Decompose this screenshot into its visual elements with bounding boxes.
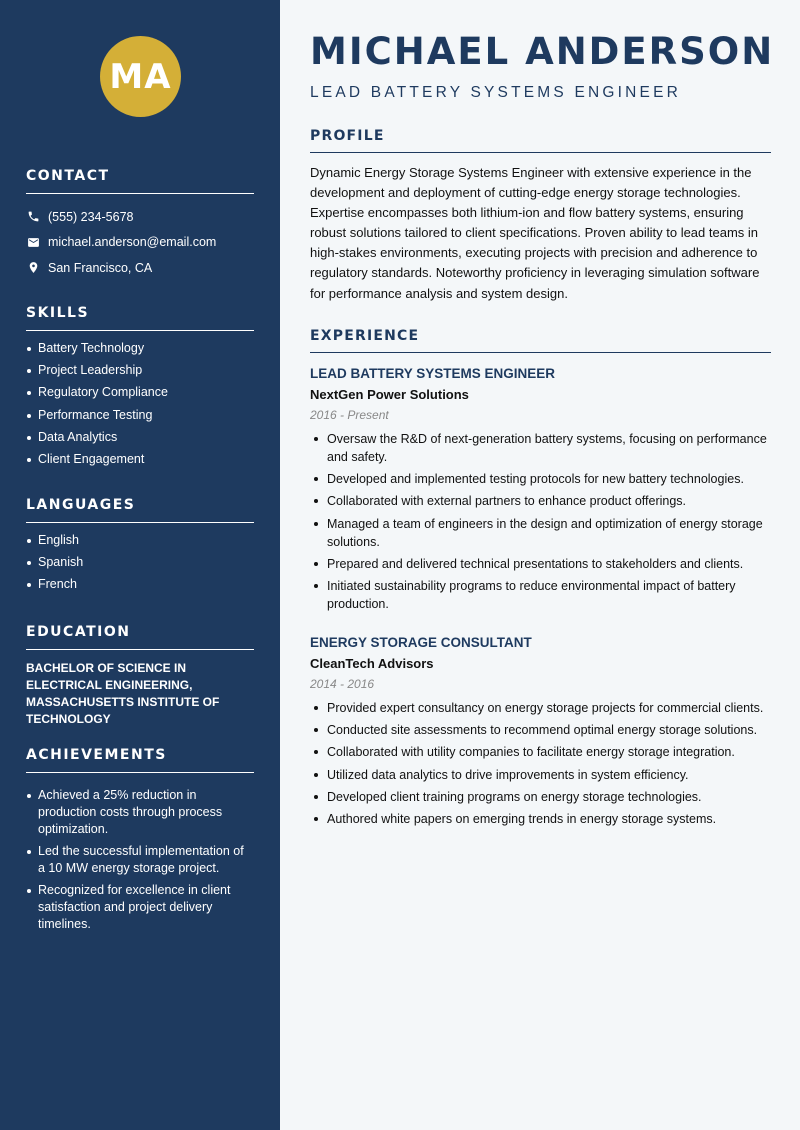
achievement-item: Achieved a 25% reduction in production costs through process optimization. bbox=[26, 787, 254, 838]
job-role: LEAD BATTERY SYSTEMS ENGINEER bbox=[310, 366, 556, 381]
profile-text: Dynamic Energy Storage Systems Engineer with extensive experience in the development and deployment of cutting-edge energy storage technologies. Expertise encompasses both lithium-ion and flow battery systems, ensuring robust solutions tailored to client specifications. Proven ability to lead teams in high-stakes environments, executing projects with precision and adherence to regulatory standards. Noteworthy proficiency in leveraging simulation software for performance analysis and system design. bbox=[310, 165, 760, 301]
candidate-title: LEAD BATTERY SYSTEMS ENGINEER bbox=[310, 84, 682, 101]
job-bullet: Oversaw the R&D of next-generation battery systems, focusing on performance and safety. bbox=[310, 430, 771, 466]
location-pin-icon bbox=[26, 261, 40, 275]
experience-heading: EXPERIENCE bbox=[310, 328, 771, 353]
job-role: ENERGY STORAGE CONSULTANT bbox=[310, 635, 532, 650]
experience-section bbox=[310, 328, 771, 353]
job-bullet: Collaborated with external partners to enhance product offerings. bbox=[310, 492, 771, 510]
job-bullet: Collaborated with utility companies to facilitate energy storage integration. bbox=[310, 743, 771, 761]
languages-heading: LANGUAGES bbox=[26, 497, 254, 523]
language-item: French bbox=[26, 576, 254, 593]
skill-item: Project Leadership bbox=[26, 362, 254, 379]
job-bullet: Developed and implemented testing protocols for new battery technologies. bbox=[310, 470, 771, 488]
sidebar bbox=[0, 0, 280, 1130]
language-item: English bbox=[26, 532, 254, 549]
languages-section bbox=[26, 497, 254, 599]
job-bullet: Conducted site assessments to recommend optimal energy storage solutions. bbox=[310, 721, 771, 739]
job-bullet: Initiated sustainability programs to reduce environmental impact of battery production. bbox=[310, 577, 771, 613]
skill-item: Performance Testing bbox=[26, 407, 254, 424]
email-icon bbox=[26, 235, 40, 249]
job-company: CleanTech Advisors bbox=[310, 656, 434, 671]
skill-item: Regulatory Compliance bbox=[26, 384, 254, 401]
skills-section bbox=[26, 305, 254, 473]
contact-email bbox=[26, 230, 254, 256]
contact-email-text: michael.anderson@email.com bbox=[48, 235, 217, 250]
job-bullet: Utilized data analytics to drive improvements in system efficiency. bbox=[310, 766, 771, 784]
achievements-heading: ACHIEVEMENTS bbox=[26, 747, 254, 773]
contact-location-text: San Francisco, CA bbox=[48, 260, 153, 275]
job-company: NextGen Power Solutions bbox=[310, 387, 469, 402]
skill-item: Battery Technology bbox=[26, 340, 254, 357]
profile-section bbox=[310, 128, 771, 304]
education-degree: BACHELOR OF SCIENCE IN ELECTRICAL ENGINEERING, MASSACHUSETTS INSTITUTE OF TECHNOLOGY bbox=[26, 661, 220, 726]
contact-phone-text: (555) 234-5678 bbox=[48, 209, 134, 224]
job-bullet: Provided expert consultancy on energy storage projects for commercial clients. bbox=[310, 699, 771, 717]
job-bullet: Managed a team of engineers in the design and optimization of energy storage solutions. bbox=[310, 515, 771, 551]
language-item: Spanish bbox=[26, 554, 254, 571]
job-dates: 2016 - Present bbox=[310, 408, 389, 422]
job-dates: 2014 - 2016 bbox=[310, 677, 375, 691]
phone-icon bbox=[26, 210, 40, 224]
achievements-section bbox=[26, 747, 254, 939]
education-heading: EDUCATION bbox=[26, 624, 254, 650]
skill-item: Client Engagement bbox=[26, 451, 254, 468]
profile-heading: PROFILE bbox=[310, 128, 771, 153]
job-entry bbox=[310, 635, 771, 832]
contact-location bbox=[26, 255, 254, 281]
candidate-name: MICHAEL ANDERSON bbox=[310, 30, 775, 73]
education-section bbox=[26, 624, 254, 728]
skills-heading: SKILLS bbox=[26, 305, 254, 331]
job-bullet: Authored white papers on emerging trends in energy storage systems. bbox=[310, 810, 771, 828]
achievement-item: Led the successful implementation of a 10 MW energy storage project. bbox=[26, 843, 254, 877]
contact-section bbox=[26, 168, 254, 281]
contact-heading: CONTACT bbox=[26, 168, 254, 194]
job-bullet: Prepared and delivered technical presentations to stakeholders and clients. bbox=[310, 555, 771, 573]
job-entry bbox=[310, 366, 771, 617]
skill-item: Data Analytics bbox=[26, 429, 254, 446]
job-bullet: Developed client training programs on energy storage technologies. bbox=[310, 788, 771, 806]
contact-phone bbox=[26, 204, 254, 230]
avatar: MA bbox=[100, 36, 181, 117]
achievement-item: Recognized for excellence in client satisfaction and project delivery timelines. bbox=[26, 882, 254, 933]
